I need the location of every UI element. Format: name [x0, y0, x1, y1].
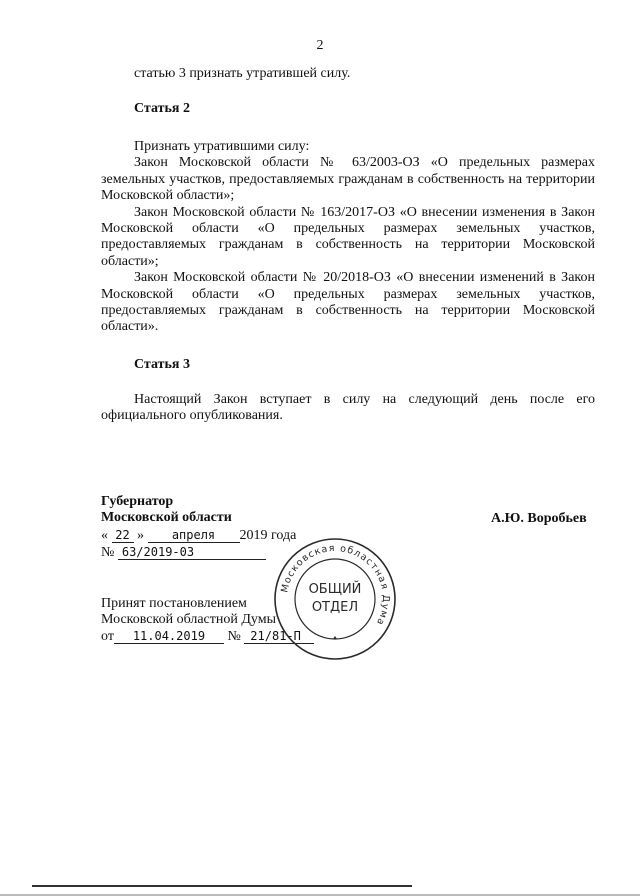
article-2-item-2: Закон Московской области № 163/2017-ОЗ «О внесении изменения в Закон Московской области «О предельных размерах земельных участков, предоставляемых гражданам в собственность на территории Московской области»;	[101, 204, 595, 269]
article-3-text: Настоящий Закон вступает в силу на следующий день после его официального опубликования.	[101, 392, 595, 424]
official-stamp	[272, 536, 398, 662]
adopted-number-prefix: №	[227, 628, 241, 644]
date-close-quote: »	[137, 528, 144, 543]
stamp-center-line2: ОТДЕЛ	[311, 600, 359, 615]
adopted-date: 11.04.2019	[114, 629, 224, 644]
stamp-ring-text: Московская областная Дума	[279, 542, 392, 628]
stamp-outer-ring	[275, 539, 395, 659]
date-open-quote: «	[101, 528, 108, 543]
date-month: апреля	[148, 528, 240, 543]
article-2-lead: Признать утратившими силу:	[134, 139, 310, 154]
article-3-heading: Статья 3	[134, 357, 190, 372]
law-number	[101, 545, 266, 561]
article-2-item-3: Закон Московской области № 20/2018-ОЗ «О внесении изменений в Закон Московской области «О предельных размерах земельных участков, предоставляемых гражданам в собственность на территории Московской области».	[101, 270, 595, 335]
adopted-line2: Московской областной Думы	[101, 612, 276, 628]
intro-paragraph	[101, 66, 595, 82]
signature-date	[101, 528, 296, 544]
adopted-number: 21/81-П	[244, 629, 314, 644]
article-2-body	[101, 139, 595, 336]
stamp-star-mark	[333, 636, 337, 639]
article-2-item-1: Закон Московской области № 63/2003-ОЗ «О предельных размерах земельных участков, предоставляемых гражданам в собственность на территории Московской области»;	[101, 155, 595, 204]
law-number-prefix: №	[101, 545, 115, 560]
governor-name: А.Ю. Воробьев	[491, 511, 587, 526]
adopted-line1: Принят постановлением	[101, 596, 247, 611]
governor-title-line1: Губернатор	[101, 494, 174, 509]
date-day: 22	[112, 528, 134, 543]
governor-title	[101, 494, 232, 527]
article-3-body	[101, 392, 595, 425]
article-2-heading: Статья 2	[134, 101, 190, 116]
law-number-value: 63/2019-03	[118, 545, 266, 560]
adopted-from-prefix: от	[101, 628, 114, 644]
scan-edge-artifact	[0, 880, 640, 896]
stamp-inner-ring	[295, 559, 375, 639]
date-year: 2019 года	[239, 528, 297, 543]
intro-line: статью 3 признать утратившей силу.	[134, 66, 351, 81]
page-number: 2	[316, 38, 324, 53]
stamp-center-line1: ОБЩИЙ	[308, 582, 362, 597]
governor-title-line2: Московской области	[101, 510, 232, 526]
